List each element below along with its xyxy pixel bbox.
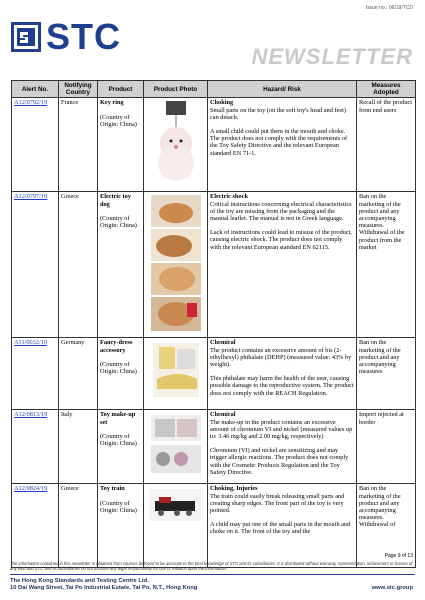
- alert-link[interactable]: A12/0824/19: [14, 485, 48, 493]
- product-photo: [144, 192, 208, 338]
- hazard-text: Critical instructions concerning electrical characteristics of the toy are missing from the packaging and the manual leaflet. The manual is not in Greek language.: [210, 200, 352, 223]
- key-ring-photo-icon: [147, 99, 205, 187]
- newsletter-title: NEWSLETTER: [251, 44, 413, 69]
- company-address: 10 Dai Wang Street, Tai Po Industrial Estate, Tai Po, N.T., Hong Kong: [10, 585, 198, 591]
- hazard-text: Chromium (VI) and nickel are sensitizing and may trigger allergic reactions. The product does not comply with the Cosmetic Products Regulation and the Toy Safety Directive.: [210, 447, 349, 476]
- product-name: Toy make-up set: [100, 411, 136, 426]
- hazard-text: Small parts on the toy (on the soft toy's head and feet) can detach.: [210, 106, 346, 121]
- product-photo: [144, 410, 208, 484]
- product-name: Key ring: [100, 99, 124, 107]
- product-name: Fancy-dress accessory: [100, 339, 133, 354]
- hazard-text: A child may put one of the small parts in the mouth and choke on it. The front of the toy and the: [210, 521, 351, 536]
- table-row: [12, 98, 416, 192]
- table-row: [12, 338, 416, 410]
- toy-train-photo-icon: [147, 485, 205, 525]
- product-name: Electric toy dog: [100, 193, 131, 208]
- hazard-text: Lack of instructions could lead to misuse of the product, causing electric shock. The product does not comply with the relevant European standard EN 62115.: [210, 229, 352, 251]
- table-row: [12, 192, 416, 338]
- alert-link[interactable]: A12/0813/19: [14, 411, 48, 419]
- country-cell: Greece: [59, 192, 98, 338]
- country-cell: Germany: [59, 338, 98, 410]
- column-header-product: Product: [98, 81, 144, 98]
- table-row: [12, 484, 416, 568]
- company-name: The Hong Kong Standards and Testing Centre Ltd.: [10, 578, 150, 584]
- table-row: [12, 410, 416, 484]
- table-header-row: [12, 81, 416, 98]
- page-header: [0, 0, 425, 80]
- logo-text: STC: [46, 16, 121, 57]
- hazard-title: Choking, Injuries: [210, 485, 258, 493]
- footer-divider: [10, 574, 415, 575]
- product-photo: [144, 98, 208, 192]
- company-info: [10, 578, 197, 592]
- toy-dog-photo-icon: [147, 193, 205, 333]
- alert-link[interactable]: A12/0792/19: [14, 99, 48, 107]
- column-header-measures: Measures Adopted: [357, 81, 416, 98]
- country-cell: Greece: [59, 484, 98, 568]
- hazard-text: The train could easily break releasing small parts and creating sharp edges. The front part of the toy is very pointed.: [210, 492, 345, 515]
- column-header-hazard: Hazard/ Risk: [208, 81, 357, 98]
- hazard-title: Chemical: [210, 339, 236, 347]
- measures-cell: Import rejected at border: [357, 410, 416, 484]
- makeup-set-photo-icon: [147, 411, 205, 477]
- measures-cell: Ban on the marketing of the product and any accompanying measures. Withdrawal of: [357, 484, 416, 568]
- origin: (Country of Origin: China): [100, 113, 137, 128]
- stc-logo-icon: [11, 22, 41, 52]
- alert-link[interactable]: A12/0797/19: [14, 193, 48, 201]
- hazard-text: The make-up in the product contains an excessive amount of chromium VI and nickel (measured values up to: 3.46 mg/kg and 2.00 mg/kg, respectively): [210, 418, 353, 441]
- alert-link[interactable]: A11/0032/19: [14, 339, 48, 347]
- origin: (Country of Origin: China): [100, 214, 137, 230]
- issue-number: Issue no.: 06/19/TCD: [365, 5, 413, 11]
- measures-cell: Ban on the marketing of the product and any accompanying measures: [357, 338, 416, 410]
- column-header-alert: Alert No.: [12, 81, 59, 98]
- page-number: Page 9 of 13: [384, 553, 413, 559]
- alerts-table: [11, 80, 416, 568]
- origin: (Country of Origin: China): [100, 432, 137, 448]
- hazard-text: This phthalate may harm the health of the user, causing possible damage to the reproductive system. The product does not comply with the REACH Regulation.: [210, 375, 354, 397]
- country-cell: Italy: [59, 410, 98, 484]
- measures-cell: Ban on the marketing of the product and any accompanying measures. Withdrawal of the product from the market: [357, 192, 416, 338]
- hazard-text: The product contains an excessive amount of bis (2-ethylhexyl) phthalate (DEHP) (measured value: 43% by weight).: [210, 346, 352, 369]
- disclaimer: The information contained in this newsletter is obtained from sources believed to be accurate to the best knowledge of STC and its subsidiaries. It is distributed without warranty, representation, inducement or license of any kind and STC and its subsidiaries do not assume any legal responsibility for use or reliance upon the information.: [10, 561, 413, 571]
- product-name: Toy train: [100, 485, 125, 493]
- hazard-text: A small child could put them in the mouth and choke. The product does not comply with the requirements of the Toy Safety Directive and the relevant European standard EN 71-1.: [210, 128, 348, 157]
- country-cell: France: [59, 98, 98, 192]
- fancy-dress-photo-icon: [147, 339, 205, 401]
- product-photo: [144, 338, 208, 410]
- origin: (Country of Origin: China): [100, 360, 137, 376]
- column-header-photo: Product Photo: [144, 81, 208, 98]
- hazard-title: Electric shock: [210, 193, 248, 201]
- website-link[interactable]: www.stc.group: [371, 585, 413, 591]
- measures-cell: Recall of the product from end users: [357, 98, 416, 192]
- origin: (Country of Origin: China): [100, 499, 137, 514]
- product-photo: [144, 484, 208, 568]
- hazard-title: Choking: [210, 99, 234, 107]
- hazard-title: Chemical: [210, 411, 236, 419]
- column-header-country: Notifying Country: [59, 81, 98, 98]
